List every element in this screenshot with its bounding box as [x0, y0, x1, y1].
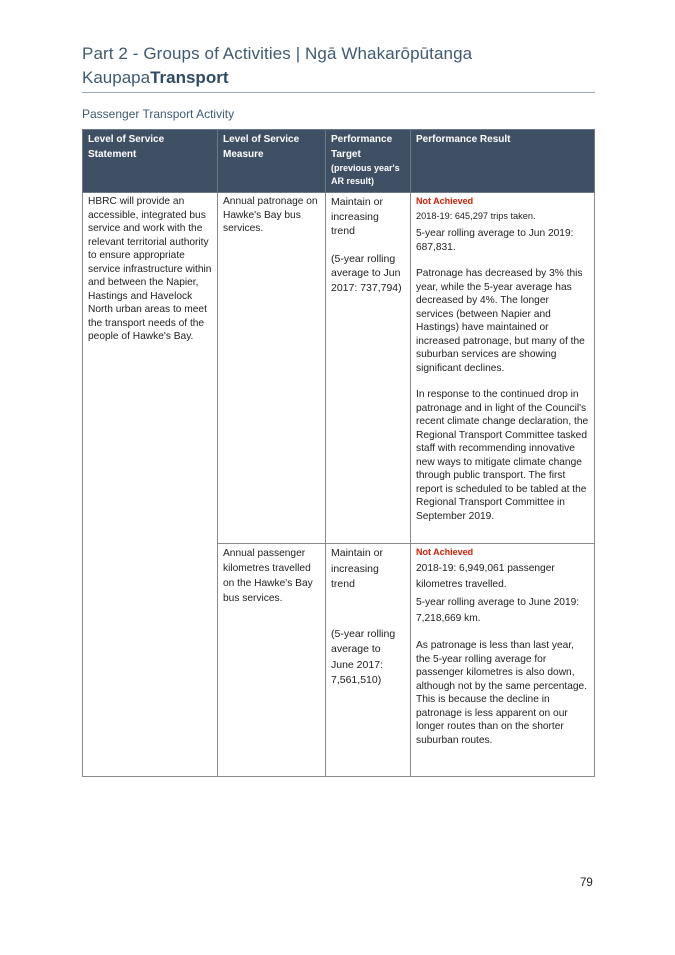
result-cell — [411, 193, 595, 544]
result-line-2: 5-year rolling average to Jun 2019: 687,831. — [416, 228, 574, 253]
previous-result-text: (5-year rolling average to June 2017: 7,561,510) — [331, 627, 396, 686]
target-text: Maintain or increasing trend — [331, 547, 383, 590]
result-paragraph-1: As patronage is less than last year, the 5-year rolling average for passenger kilometres is also down, although not by the same percentage. This is because the decline in patronage is less apparent on our longer routes than on the shorter suburban routes. — [416, 640, 588, 746]
col-header-target — [326, 130, 411, 193]
target-cell — [326, 193, 411, 544]
col-header-result: Performance Result — [411, 130, 595, 193]
col-header-target-label: Performance Target — [331, 134, 393, 160]
performance-table — [82, 129, 595, 777]
header-bold: Transport — [150, 68, 229, 87]
result-paragraph-2: In response to the continued drop in patronage and in light of the Council's recent climate change declaration, the Regional Transport Committee tasked staff with recommending innovative new ways to mitigate climate change through public transport. The first report is scheduled to be tabled at the Regional Transport Committee in September 2019. — [416, 389, 589, 522]
measure-text: Annual patronage on Hawke's Bay bus services. — [223, 196, 318, 234]
header-prefix: Kaupapa — [82, 68, 151, 87]
status-not-achieved: Not Achieved — [416, 196, 474, 206]
previous-result-text: (5-year rolling average to Jun 2017: 737,794) — [331, 252, 402, 294]
table-row — [83, 193, 595, 544]
result-cell — [411, 544, 595, 777]
result-line-1: 2018-19: 6,949,061 passenger kilometres travelled. — [416, 563, 555, 590]
statement-cell — [83, 193, 218, 777]
col-header-measure: Level of Service Measure — [218, 130, 326, 193]
result-line-1: 2018-19: 645,297 trips taken. — [416, 211, 536, 221]
page-number: 79 — [580, 877, 593, 889]
statement-text: HBRC will provide an accessible, integrated bus service and work with the relevant territorial authority to ensure appropriate service infrastructure within and between the Napier, Hastings and Havelock North urban areas to meet the transport needs of the people of Hawke's Bay. — [88, 196, 212, 342]
measure-text: Annual passenger kilometres travelled on the Hawke's Bay bus services. — [223, 548, 313, 604]
page-header-title: Part 2 - Groups of Activities | Ngā Whakarōpūtanga — [82, 44, 473, 63]
table-header-row — [83, 130, 595, 193]
measure-cell — [218, 544, 326, 777]
col-header-statement: Level of Service Statement — [83, 130, 218, 193]
section-title: Passenger Transport Activity — [82, 107, 235, 121]
page-header-subtitle — [82, 68, 228, 88]
target-cell — [326, 544, 411, 777]
result-paragraph-1: Patronage has decreased by 3% this year, while the 5-year average has decreased by 4%. The longer services (between Napier and Hastings) have maintained or increased patronage, but many of the suburban services are showing significant declines. — [416, 268, 585, 374]
col-header-target-sub: (previous year's AR result) — [331, 163, 400, 186]
target-text: Maintain or increasing trend — [331, 196, 383, 237]
status-not-achieved: Not Achieved — [416, 547, 474, 557]
measure-cell — [218, 193, 326, 544]
result-line-2: 5-year rolling average to June 2019: 7,218,669 km. — [416, 597, 580, 624]
header-divider — [82, 92, 595, 93]
